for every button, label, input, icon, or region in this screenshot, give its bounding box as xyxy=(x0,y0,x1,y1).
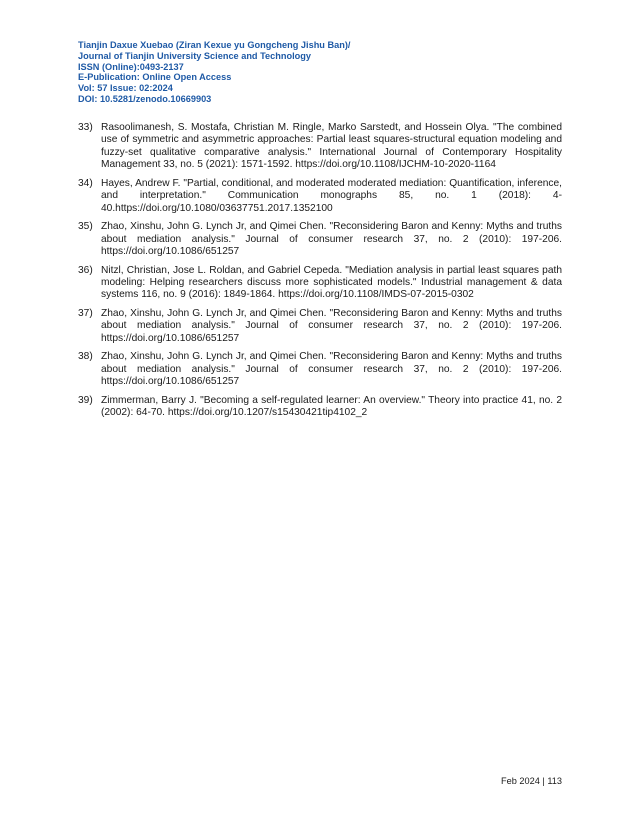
reference-item-35 xyxy=(78,221,562,258)
reference-item-36 xyxy=(78,265,562,302)
journal-volume-issue: Vol: 57 Issue: 02:2024 xyxy=(78,83,173,94)
journal-header xyxy=(78,40,558,105)
reference-number: 35) xyxy=(78,221,93,233)
reference-number: 39) xyxy=(78,394,93,406)
reference-text: Hayes, Andrew F. "Partial, conditional, and moderated moderated mediation: Quantification, inference, and interpretation." Communication monographs 85, no. 1 (2018): 4-40.https://doi.org/10.1080/03637751.2017.1352100 xyxy=(101,177,562,214)
reference-item-39 xyxy=(78,395,562,420)
reference-text: Zhao, Xinshu, John G. Lynch Jr, and Qimei Chen. "Reconsidering Baron and Kenny: Myths and truths about mediation analysis." Journal of consumer research 37, no. 2 (2010): 197-206. https://doi.org/10.1086/651257 xyxy=(101,351,562,388)
journal-issn: ISSN (Online):0493-2137 xyxy=(78,61,184,72)
journal-doi: DOI: 10.5281/zenodo.10669903 xyxy=(78,93,212,104)
reference-item-33 xyxy=(78,122,562,172)
journal-english-title: Journal of Tianjin University Science and Technology xyxy=(78,50,311,61)
reference-text: Rasoolimanesh, S. Mostafa, Christian M. Ringle, Marko Sarstedt, and Hossein Olya. "The combined use of symmetric and asymmetric approaches: Partial least squares-structural equation modeling and fuzzy-set qualitative comparative analysis." International Journal of Contemporary Hospitality Management 33, no. 5 (2021): 1571-1592. https://doi.org/10.1108/IJCHM-10-2020-1164 xyxy=(101,122,562,171)
reference-number: 36) xyxy=(78,264,93,276)
reference-text: Zimmerman, Barry J. "Becoming a self-regulated learner: An overview." Theory into practice 41, no. 2 (2002): 64-70. https://doi.org/10.1207/s15430421tip4102_2 xyxy=(101,394,562,419)
reference-number: 37) xyxy=(78,308,93,320)
journal-title-line: Tianjin Daxue Xuebao (Ziran Kexue yu Gongcheng Jishu Ban)/ xyxy=(78,40,351,50)
reference-number: 33) xyxy=(78,122,93,133)
reference-number: 38) xyxy=(78,351,93,363)
reference-item-37 xyxy=(78,308,562,345)
reference-item-34 xyxy=(78,178,562,215)
reference-text: Zhao, Xinshu, John G. Lynch Jr, and Qimei Chen. "Reconsidering Baron and Kenny: Myths and truths about mediation analysis." Journal of consumer research 37, no. 2 (2010): 197-206. https://doi.org/10.1086/651257 xyxy=(101,221,562,258)
reference-list xyxy=(78,122,562,426)
reference-number: 34) xyxy=(78,177,93,189)
journal-epublication: E-Publication: Online Open Access xyxy=(78,72,232,83)
reference-item-38 xyxy=(78,351,562,388)
page-footer: Feb 2024 | 113 xyxy=(501,776,562,786)
reference-text: Nitzl, Christian, Jose L. Roldan, and Gabriel Cepeda. "Mediation analysis in partial least squares path modeling: Helping researchers discuss more sophisticated models." Industrial management & data systems 116, no. 9 (2016): 1849-1864. https://doi.org/10.1108/IMDS-07-2015-0302 xyxy=(101,264,562,301)
reference-text: Zhao, Xinshu, John G. Lynch Jr, and Qimei Chen. "Reconsidering Baron and Kenny: Myths and truths about mediation analysis." Journal of consumer research 37, no. 2 (2010): 197-206. https://doi.org/10.1086/651257 xyxy=(101,308,562,344)
